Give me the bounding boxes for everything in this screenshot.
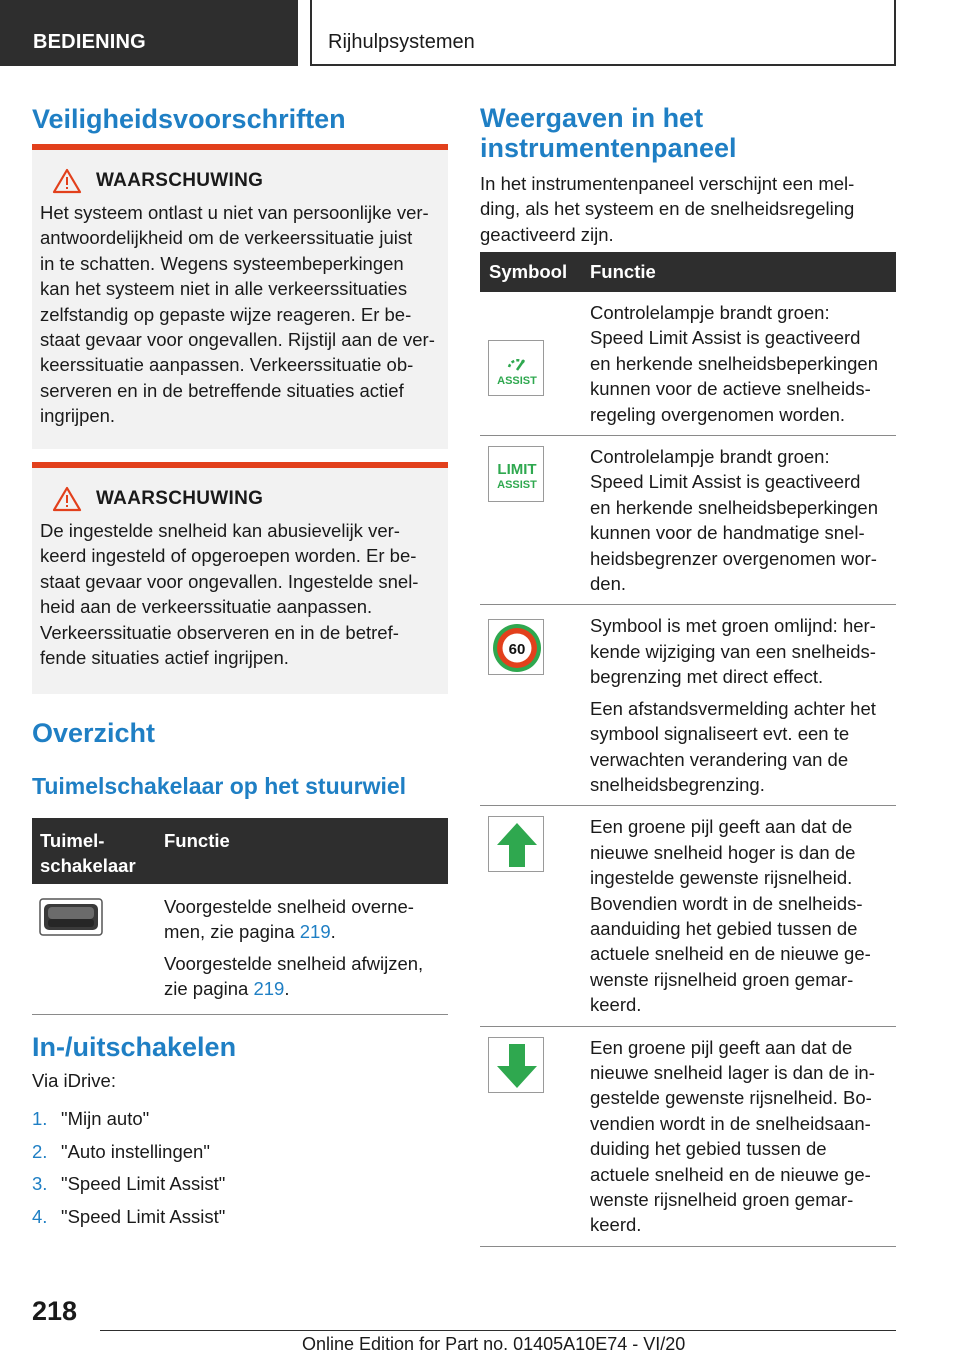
- warning-triangle-icon: [52, 486, 82, 512]
- display-heading: Weergaven in het instrumentenpaneel: [480, 103, 737, 163]
- list-item: 2. "Auto instellingen": [32, 1140, 210, 1162]
- warning-title: WAARSCHUWING: [96, 488, 264, 509]
- warning-box-2: [32, 462, 448, 694]
- svg-text:LIMIT: LIMIT: [497, 461, 537, 479]
- topic-label: Rijhulpsystemen: [310, 0, 896, 66]
- rocker-heading: Tuimelschakelaar op het stuurwiel: [32, 773, 407, 799]
- page-number: 218: [32, 1296, 78, 1326]
- warning-triangle-icon: [52, 168, 82, 194]
- symbol-function: Symbool is met groen omlijnd: her- kende wijziging van een snelheids- begrenzing met direct effect. Een afstandsvermelding achter het symbool signaliseert evt. een te verwachten verandering van de snelheidsbegrenzing.: [590, 615, 876, 795]
- table-row: [480, 605, 896, 806]
- page-header: [0, 0, 960, 66]
- list-item: 1. "Mijn auto": [32, 1108, 150, 1129]
- speed-limit-sign-icon: [488, 619, 544, 675]
- table-row: [480, 292, 896, 436]
- table-header: Tuimel- schakelaar Functie: [32, 818, 448, 884]
- warning-box-1: [32, 144, 448, 449]
- svg-text:60: 60: [508, 641, 526, 659]
- svg-text:ASSIST: ASSIST: [497, 375, 537, 387]
- display-intro: In het instrumentenpaneel verschijnt een mel- ding, als het systeem en de snelheidsregeling geactiveerd zijn.: [480, 173, 855, 245]
- symbol-function: Controlelampje brandt groen: Speed Limit Assist is geactiveerd en herkende snelheidsbeperkingen kunnen voor de handmatige snel- heidsbegrenzer overgenomen wor- den.: [590, 446, 878, 595]
- limit-assist-icon: [488, 446, 544, 502]
- list-item: 3. "Speed Limit Assist": [32, 1173, 226, 1194]
- safety-heading: Veiligheidsvoorschriften: [32, 104, 346, 134]
- overview-heading: Overzicht: [32, 718, 156, 748]
- table-row: [32, 884, 448, 1015]
- rocker-table: [32, 818, 448, 1015]
- warning-text: De ingestelde snelheid kan abusievelijk ver- keerd ingesteld of opgeroepen worden. Er be- staat gevaar voor ongevallen. Ingestelde snel- heid aan de verkeerssituatie aanpassen. Verkeerssituatie observeren en in de betref- fende situaties actief ingrijpen.: [40, 520, 419, 669]
- symbol-function: Een groene pijl geeft aan dat de nieuwe snelheid hoger is dan de ingestelde gewenste rijsnelheid. Bovendien wordt in de snelheids- aanduiding het gebied tussen de actuele snelheid en de nieuwe ge- wenste rijsnelheid groen gemar- keerd.: [590, 816, 871, 1016]
- svg-text:ASSIST: ASSIST: [497, 479, 537, 492]
- symbol-table: [480, 252, 896, 1247]
- rocker-switch-icon: [39, 898, 103, 936]
- warning-title: WAARSCHUWING: [96, 170, 264, 191]
- symbol-function: Controlelampje brandt groen: Speed Limit Assist is geactiveerd en herkende snelheidsbeperkingen kunnen voor de actieve snelheids- regeling overgenomen worden.: [590, 302, 878, 425]
- table-row: [480, 436, 896, 605]
- warning-text: Het systeem ontlast u niet van persoonlijke ver- antwoordelijkheid om de verkeerssituatie juist in te schatten. Wegens systeembeperkingen kan het systeem niet in alle verkeerssituaties zelfstandig op gepaste wijze reageren. Er be- staat gevaar voor ongevallen. Rijstijl aan de ver- keerssituatie aanpassen. Verkeerssituatie ob- serveren en in de betreffende situaties actief ingrijpen.: [40, 202, 435, 427]
- table-row: [480, 806, 896, 1026]
- onoff-heading: In-/uitschakelen: [32, 1032, 237, 1062]
- rocker-function: Voorgestelde snelheid overne- men, zie pagina 219. Voorgestelde snelheid afwijzen, zie pagina 219.: [164, 896, 424, 1000]
- page-link[interactable]: 219: [253, 978, 285, 1000]
- edition-note: Online Edition for Part no. 01405A10E74 - VI/20: [302, 1334, 686, 1354]
- page-link[interactable]: 219: [299, 921, 331, 943]
- section-label: BEDIENING: [0, 0, 298, 66]
- green-arrow-down-icon: [488, 1037, 544, 1093]
- table-header: Symbool Functie: [480, 252, 896, 292]
- assist-icon: [488, 340, 544, 396]
- table-row: [480, 1027, 896, 1247]
- steps-list: [32, 1103, 448, 1233]
- green-arrow-up-icon: [488, 816, 544, 872]
- via-label: Via iDrive:: [32, 1070, 116, 1091]
- list-item: 4. "Speed Limit Assist": [32, 1205, 226, 1227]
- symbol-function: Een groene pijl geeft aan dat de nieuwe snelheid lager is dan de in- gestelde gewenste rijsnelheid. Bo- vendien wordt in de snelheidsaan- duiding het gebied tussen de actuele snelheid en de nieuwe ge- wenste rijsnelheid groen gemar- keerd.: [590, 1036, 875, 1236]
